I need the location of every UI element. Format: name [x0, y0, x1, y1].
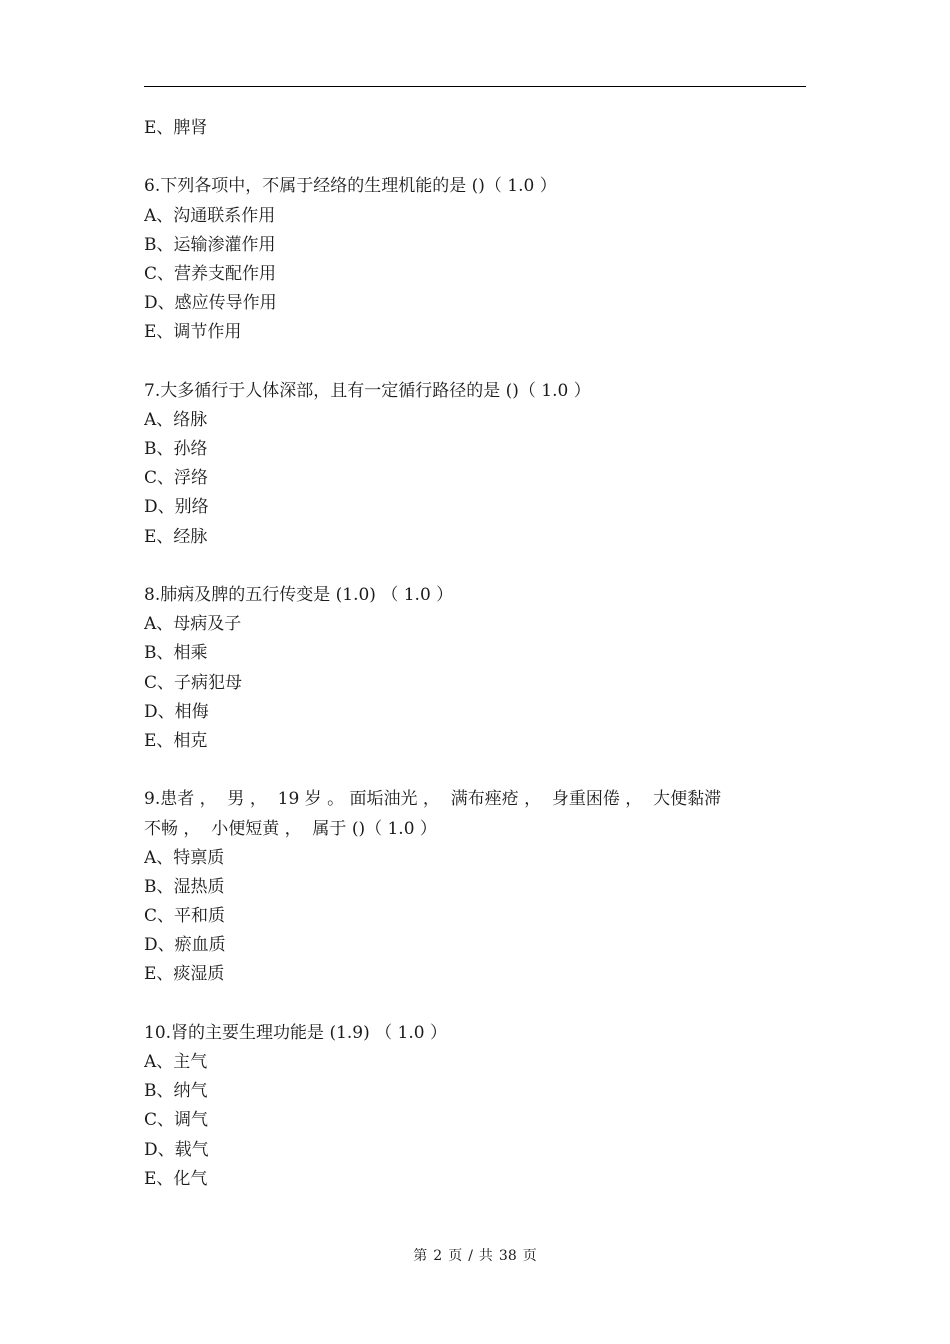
- question-block: [144, 581, 806, 785]
- header-rule: [144, 86, 806, 87]
- footer-total-unit: 页: [522, 1248, 537, 1264]
- option-item: D、相侮: [144, 701, 209, 722]
- option-item: D、感应传导作用: [144, 293, 277, 314]
- correct-answer: [144, 990, 806, 1019]
- option-item: E、脾肾: [144, 118, 208, 138]
- page-footer: [0, 1245, 950, 1265]
- question-stem-line-1: 9.患者 ， 男 ， 19 岁 。 面垢油光 ， 满布痤疮 ， 身重困倦 ， 大便黏滞: [144, 789, 722, 810]
- footer-total-pages: 38: [498, 1248, 517, 1264]
- option-item: E、痰湿质: [144, 964, 225, 985]
- question-block: [144, 172, 806, 376]
- footer-total-prefix: 共: [478, 1248, 493, 1264]
- option-item: E、调节作用: [144, 322, 242, 343]
- question-stem: 8.肺病及脾的五行传变是 (1.0) （ 1.0 ）: [144, 585, 454, 605]
- option-item: A、主气: [144, 1052, 208, 1072]
- option-item: A、络脉: [144, 409, 208, 430]
- option-item: B、孙络: [144, 439, 208, 460]
- question-stem: 7.大多循行于人体深部，且有一定循行路径的是 ()（ 1.0 ）: [144, 380, 591, 401]
- question-block: [144, 785, 806, 1019]
- question-block: [144, 1019, 806, 1223]
- option-item: A、沟通联系作用: [144, 205, 276, 226]
- correct-answer: [144, 1194, 806, 1223]
- footer-page-number: 2: [433, 1248, 443, 1264]
- option-item: B、运输渗灌作用: [144, 234, 276, 255]
- option-item: A、母病及子: [144, 614, 242, 635]
- option-item: C、营养支配作用: [144, 263, 277, 284]
- option-item: C、浮络: [144, 468, 209, 489]
- option-item: E、经脉: [144, 526, 208, 547]
- question-stem: 6.下列各项中，不属于经络的生理机能的是 ()（ 1.0 ）: [144, 176, 557, 197]
- footer-separator: /: [468, 1248, 473, 1264]
- option-item: B、纳气: [144, 1081, 208, 1102]
- option-item: E、化气: [144, 1168, 208, 1189]
- footer-page-unit: 页: [448, 1248, 463, 1264]
- correct-answer: [144, 756, 806, 785]
- option-item: E、相克: [144, 730, 208, 751]
- option-item: A、特禀质: [144, 847, 225, 868]
- option-item: D、瘀血质: [144, 935, 226, 956]
- option-item: B、湿热质: [144, 876, 225, 897]
- correct-answer: [144, 348, 806, 377]
- option-item: C、调气: [144, 1110, 209, 1131]
- option-item: D、载气: [144, 1139, 209, 1160]
- question-stem-line-2: 不畅 ， 小便短黄 ， 属于 ()（ 1.0 ）: [144, 818, 437, 839]
- option-item: D、别络: [144, 497, 209, 518]
- option-item: C、平和质: [144, 906, 226, 927]
- option-item: C、子病犯母: [144, 672, 243, 693]
- footer-prefix: 第: [413, 1248, 428, 1264]
- correct-answer: [144, 143, 806, 172]
- question-stem: 10.肾的主要生理功能是 (1.9) （ 1.0 ）: [144, 1022, 447, 1043]
- page-content: [144, 114, 806, 1223]
- correct-answer: [144, 552, 806, 581]
- question-block: [144, 377, 806, 581]
- option-item: B、相乘: [144, 643, 208, 664]
